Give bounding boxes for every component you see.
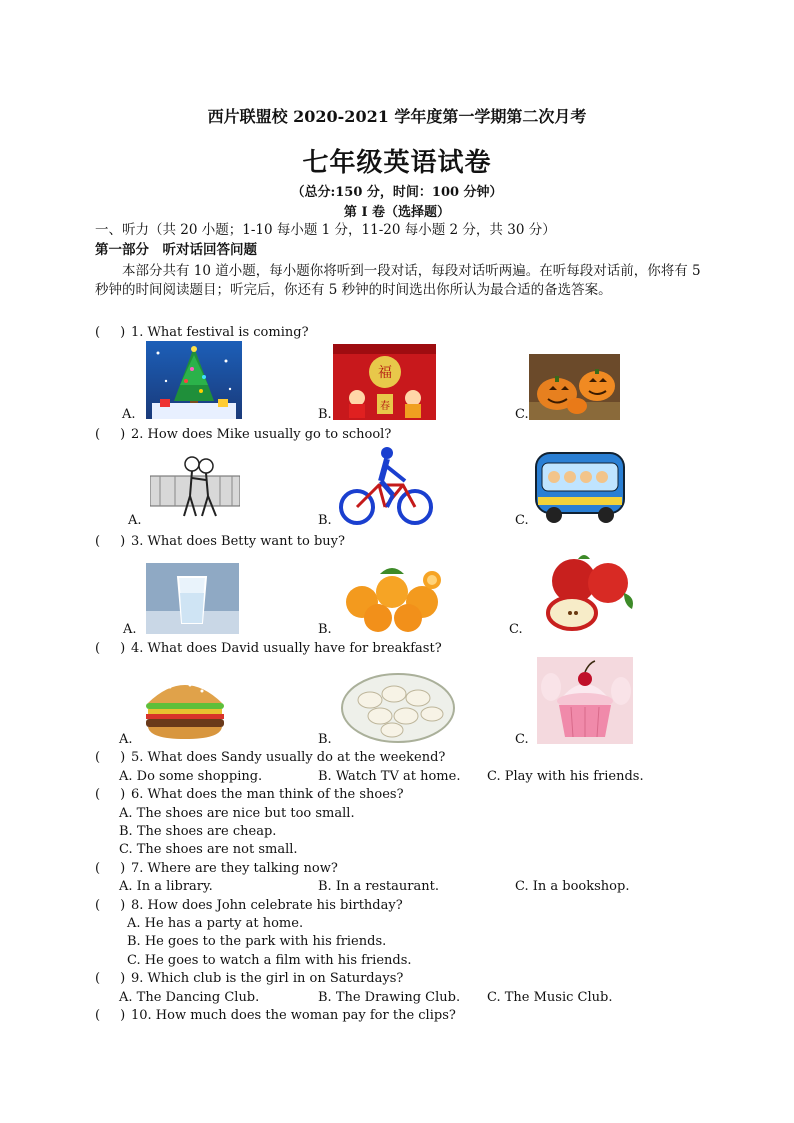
option-a: A. The shoes are nice but too small. [119,806,355,821]
spring-festival-picture [333,344,436,420]
page-title: 七年级英语试卷 [302,148,492,178]
question-2: ( ) 2. How does Mike usually go to school? [95,427,392,442]
dumplings-picture [340,668,457,745]
option-c: C. [515,732,529,747]
option-b: B. The Drawing Club. [318,990,461,1005]
walking-picture [150,446,240,524]
answer-blank[interactable]: ( ) [95,750,126,765]
option-a: A. The Dancing Club. [119,990,260,1005]
volume-title: 第 I 卷（选择题） [343,205,451,220]
option-b: B. [318,732,332,747]
instructions: 本部分共有 10 道小题，每小题你将听到一段对话，每段对话听两遍。在听每段对话前，你将有 5 秒钟的时间阅读题目；听完后，你还有 5 秒钟的时间选出你所认为最合适的备选答案。 [95,263,701,298]
option-c: C. He goes to watch a film with his friends. [127,953,412,968]
answer-blank[interactable]: ( ) [95,861,126,876]
question-5: ( ) 5. What does Sandy usually do at the weekend? [95,750,446,765]
option-a: A. He has a party at home. [127,916,304,931]
halloween-pumpkins-picture [529,354,620,420]
bus-picture [534,447,626,525]
option-c: C. [515,407,529,422]
cupcake-picture [537,657,633,744]
option-a: A. [128,513,142,528]
option-c: C. Play with his friends. [487,769,644,784]
section-heading: 一、听力（共 20 小题；1-10 每小题 1 分，11-20 每小题 2 分，共 30 分） [95,222,556,238]
question-10: ( ) 10. How much does the woman pay for the clips? [95,1008,456,1023]
oranges-picture [340,562,444,634]
answer-blank[interactable]: ( ) [95,427,126,442]
option-a: A. [122,407,136,422]
answer-blank[interactable]: ( ) [95,787,126,802]
svg-text:春: 春 [380,401,390,412]
question-1: ( ) 1. What festival is coming? [95,325,309,340]
question-6: ( ) 6. What does the man think of the shoes? [95,787,404,802]
option-b: B. [318,513,332,528]
option-a: A. [123,622,137,637]
option-b: B. The shoes are cheap. [119,824,277,839]
option-b: B. In a restaurant. [318,879,439,894]
bike-picture [339,445,433,527]
answer-blank[interactable]: ( ) [95,971,126,986]
hamburger-picture [140,673,230,743]
option-a: A. [119,732,133,747]
answer-blank[interactable]: ( ) [95,641,126,656]
part-title: 第一部分 听对话回答问题 [95,242,257,258]
option-b: B. [318,622,332,637]
question-8: ( ) 8. How does John celebrate his birthday? [95,898,403,913]
question-4: ( ) 4. What does David usually have for breakfast? [95,641,442,656]
answer-blank[interactable]: ( ) [95,534,126,549]
question-9: ( ) 9. Which club is the girl in on Saturdays? [95,971,404,986]
score-info: （总分:150 分，时间：100 分钟） [291,185,503,200]
glass-of-water-picture [146,563,239,634]
svg-text:福: 福 [378,365,392,381]
option-c: C. [509,622,523,637]
answer-blank[interactable]: ( ) [95,325,126,340]
question-3: ( ) 3. What does Betty want to buy? [95,534,345,549]
exam-header: 西片联盟校 2020-2021 学年度第一学期第二次月考 [207,107,587,126]
question-7: ( ) 7. Where are they talking now? [95,861,338,876]
answer-blank[interactable]: ( ) [95,1008,126,1023]
option-b: B. He goes to the park with his friends. [127,934,387,949]
answer-blank[interactable]: ( ) [95,898,126,913]
option-b: B. Watch TV at home. [318,769,461,784]
option-c: C. The shoes are not small. [119,842,298,857]
apples-picture [538,553,638,633]
option-c: C. [515,513,529,528]
christmas-tree-picture [146,341,242,419]
option-b: B. [318,407,332,422]
option-a: A. In a library. [119,879,213,894]
option-c: C. The Music Club. [487,990,613,1005]
option-a: A. Do some shopping. [119,769,263,784]
option-c: C. In a bookshop. [515,879,630,894]
